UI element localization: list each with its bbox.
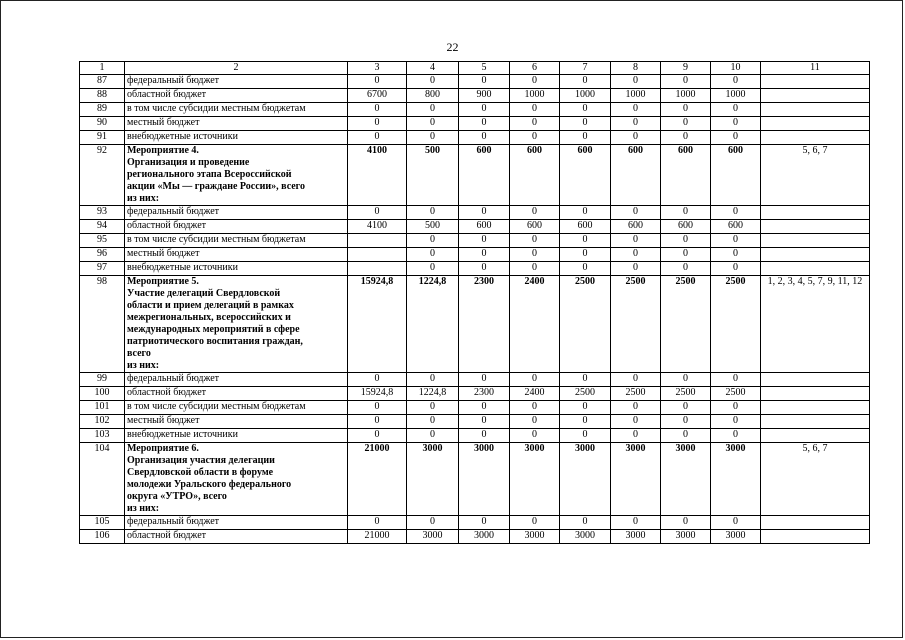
row-name-cell xyxy=(125,145,348,206)
header-cell: 9 xyxy=(661,62,711,75)
value-cell: 600 xyxy=(661,145,711,206)
value-cell: 15924,8 xyxy=(348,276,407,373)
value-cell: 0 xyxy=(661,206,711,220)
row-number-cell: 95 xyxy=(80,234,125,248)
row-name-line: всего xyxy=(127,348,151,359)
value-cell: 3000 xyxy=(711,443,761,516)
header-cell: 5 xyxy=(459,62,510,75)
value-cell: 0 xyxy=(611,248,661,262)
target-cell xyxy=(761,206,870,220)
row-name-line: областной бюджет xyxy=(127,387,207,398)
target-cell: 1, 2, 3, 4, 5, 7, 9, 11, 12 xyxy=(761,276,870,373)
value-cell: 0 xyxy=(407,401,459,415)
value-cell: 600 xyxy=(459,220,510,234)
row-name-line: областной бюджет xyxy=(127,530,207,541)
value-cell: 0 xyxy=(560,516,611,530)
row-number-cell: 106 xyxy=(80,530,125,544)
budget-table xyxy=(79,61,870,544)
value-cell: 0 xyxy=(407,429,459,443)
value-cell: 0 xyxy=(611,234,661,248)
target-cell xyxy=(761,530,870,544)
row-name-cell xyxy=(125,248,348,262)
value-cell: 1000 xyxy=(560,89,611,103)
value-cell: 0 xyxy=(510,131,560,145)
row-number-cell: 94 xyxy=(80,220,125,234)
row-name-line: внебюджетные источники xyxy=(127,429,238,440)
row-number-cell: 102 xyxy=(80,415,125,429)
value-cell: 0 xyxy=(348,429,407,443)
value-cell: 2500 xyxy=(661,387,711,401)
value-cell: 21000 xyxy=(348,443,407,516)
row-name-cell xyxy=(125,387,348,401)
value-cell: 600 xyxy=(661,220,711,234)
row-name-line: федеральный бюджет xyxy=(127,206,220,217)
value-cell: 600 xyxy=(711,220,761,234)
row-name-line: патриотического воспитания граждан, xyxy=(127,336,303,347)
header-cell: 11 xyxy=(761,62,870,75)
value-cell: 600 xyxy=(560,220,611,234)
value-cell: 1000 xyxy=(711,89,761,103)
value-cell: 0 xyxy=(711,415,761,429)
value-cell: 0 xyxy=(661,234,711,248)
value-cell: 2500 xyxy=(611,276,661,373)
value-cell: 4100 xyxy=(348,145,407,206)
row-name-cell xyxy=(125,415,348,429)
value-cell: 3000 xyxy=(407,443,459,516)
target-cell xyxy=(761,220,870,234)
row-name-line: из них: xyxy=(127,503,160,514)
table-row xyxy=(80,530,870,544)
row-name-line: Мероприятие 4. xyxy=(127,145,199,156)
value-cell: 0 xyxy=(661,131,711,145)
value-cell: 3000 xyxy=(560,530,611,544)
header-cell: 4 xyxy=(407,62,459,75)
value-cell: 3000 xyxy=(459,530,510,544)
row-name-cell xyxy=(125,401,348,415)
table-row xyxy=(80,443,870,516)
row-name-line: областной бюджет xyxy=(127,220,207,231)
value-cell: 2500 xyxy=(560,387,611,401)
table-header-row xyxy=(80,62,870,75)
row-name-cell xyxy=(125,443,348,516)
target-cell xyxy=(761,117,870,131)
row-name-line: местный бюджет xyxy=(127,117,200,128)
row-name-line: внебюджетные источники xyxy=(127,131,238,142)
row-name-cell xyxy=(125,131,348,145)
value-cell: 0 xyxy=(348,206,407,220)
value-cell: 0 xyxy=(661,415,711,429)
value-cell: 0 xyxy=(560,373,611,387)
header-cell: 8 xyxy=(611,62,661,75)
value-cell: 0 xyxy=(510,401,560,415)
row-number-cell: 87 xyxy=(80,75,125,89)
table-row xyxy=(80,401,870,415)
value-cell: 0 xyxy=(348,103,407,117)
target-cell xyxy=(761,516,870,530)
value-cell: 2500 xyxy=(661,276,711,373)
table-row xyxy=(80,131,870,145)
row-number-cell: 99 xyxy=(80,373,125,387)
value-cell: 600 xyxy=(459,145,510,206)
row-name-cell xyxy=(125,429,348,443)
row-number-cell: 101 xyxy=(80,401,125,415)
row-name-line: межрегиональных, всероссийских и xyxy=(127,312,291,323)
header-cell: 7 xyxy=(560,62,611,75)
row-name-line: области и прием делегаций в рамках xyxy=(127,300,294,311)
row-name-line: из них: xyxy=(127,360,160,371)
value-cell: 0 xyxy=(560,131,611,145)
value-cell: 15924,8 xyxy=(348,387,407,401)
value-cell: 500 xyxy=(407,220,459,234)
value-cell: 6700 xyxy=(348,89,407,103)
value-cell: 1224,8 xyxy=(407,276,459,373)
value-cell: 1000 xyxy=(661,89,711,103)
value-cell: 1224,8 xyxy=(407,387,459,401)
value-cell: 0 xyxy=(661,262,711,276)
row-number-cell: 90 xyxy=(80,117,125,131)
value-cell: 0 xyxy=(611,373,661,387)
table-row xyxy=(80,103,870,117)
value-cell xyxy=(348,234,407,248)
value-cell: 0 xyxy=(711,103,761,117)
value-cell: 0 xyxy=(661,75,711,89)
value-cell: 0 xyxy=(560,262,611,276)
header-cell: 1 xyxy=(80,62,125,75)
row-number-cell: 105 xyxy=(80,516,125,530)
value-cell: 3000 xyxy=(611,443,661,516)
value-cell: 0 xyxy=(407,415,459,429)
value-cell: 3000 xyxy=(661,530,711,544)
table-row xyxy=(80,234,870,248)
target-cell xyxy=(761,234,870,248)
value-cell: 0 xyxy=(348,415,407,429)
value-cell: 3000 xyxy=(711,530,761,544)
value-cell: 0 xyxy=(711,401,761,415)
target-cell: 5, 6, 7 xyxy=(761,443,870,516)
value-cell: 0 xyxy=(407,262,459,276)
value-cell: 0 xyxy=(407,373,459,387)
value-cell: 800 xyxy=(407,89,459,103)
value-cell: 500 xyxy=(407,145,459,206)
row-name-cell xyxy=(125,206,348,220)
value-cell: 0 xyxy=(348,117,407,131)
row-number-cell: 88 xyxy=(80,89,125,103)
table-row xyxy=(80,387,870,401)
value-cell: 0 xyxy=(711,248,761,262)
row-name-line: местный бюджет xyxy=(127,415,200,426)
row-name-line: акции «Мы — граждане России», всего xyxy=(127,181,305,192)
target-cell xyxy=(761,75,870,89)
table-row xyxy=(80,415,870,429)
row-name-line: Участие делегаций Свердловской xyxy=(127,288,281,299)
row-number-cell: 92 xyxy=(80,145,125,206)
value-cell: 0 xyxy=(459,131,510,145)
value-cell: 0 xyxy=(611,206,661,220)
value-cell: 0 xyxy=(560,415,611,429)
value-cell: 3000 xyxy=(510,530,560,544)
header-cell: 3 xyxy=(348,62,407,75)
row-name-line: из них: xyxy=(127,193,160,204)
value-cell: 0 xyxy=(407,206,459,220)
header-cell: 2 xyxy=(125,62,348,75)
target-cell xyxy=(761,415,870,429)
value-cell: 0 xyxy=(510,117,560,131)
value-cell: 0 xyxy=(459,429,510,443)
value-cell: 0 xyxy=(661,117,711,131)
header-cell: 6 xyxy=(510,62,560,75)
row-name-cell xyxy=(125,262,348,276)
row-name-line: Организация и проведение xyxy=(127,157,250,168)
value-cell: 0 xyxy=(459,206,510,220)
value-cell: 0 xyxy=(407,75,459,89)
value-cell: 0 xyxy=(510,248,560,262)
row-name-cell xyxy=(125,75,348,89)
header-cell: 10 xyxy=(711,62,761,75)
value-cell: 0 xyxy=(560,248,611,262)
value-cell: 0 xyxy=(510,262,560,276)
row-number-cell: 96 xyxy=(80,248,125,262)
value-cell: 0 xyxy=(611,415,661,429)
row-name-line: местный бюджет xyxy=(127,248,200,259)
value-cell: 2500 xyxy=(711,276,761,373)
table-row xyxy=(80,220,870,234)
value-cell: 0 xyxy=(407,248,459,262)
value-cell: 0 xyxy=(510,206,560,220)
value-cell: 0 xyxy=(611,103,661,117)
value-cell: 0 xyxy=(459,103,510,117)
row-number-cell: 89 xyxy=(80,103,125,117)
value-cell: 0 xyxy=(560,103,611,117)
value-cell: 0 xyxy=(459,262,510,276)
row-number-cell: 100 xyxy=(80,387,125,401)
row-number-cell: 103 xyxy=(80,429,125,443)
target-cell xyxy=(761,89,870,103)
target-cell xyxy=(761,387,870,401)
target-cell xyxy=(761,429,870,443)
value-cell: 0 xyxy=(711,373,761,387)
row-name-cell xyxy=(125,530,348,544)
value-cell: 3000 xyxy=(611,530,661,544)
target-cell xyxy=(761,248,870,262)
row-name-line: федеральный бюджет xyxy=(127,373,220,384)
value-cell: 0 xyxy=(510,415,560,429)
table-row xyxy=(80,373,870,387)
value-cell: 0 xyxy=(348,516,407,530)
value-cell: 3000 xyxy=(459,443,510,516)
value-cell: 3000 xyxy=(407,530,459,544)
row-number-cell: 104 xyxy=(80,443,125,516)
value-cell: 0 xyxy=(510,373,560,387)
row-name-line: округа «УТРО», всего xyxy=(127,491,227,502)
value-cell: 21000 xyxy=(348,530,407,544)
value-cell: 0 xyxy=(611,75,661,89)
row-name-line: регионального этапа Всероссийской xyxy=(127,169,292,180)
value-cell: 0 xyxy=(711,131,761,145)
row-name-line: Мероприятие 6. xyxy=(127,443,199,454)
row-name-line: молодежи Уральского федерального xyxy=(127,479,292,490)
value-cell: 0 xyxy=(407,103,459,117)
value-cell: 0 xyxy=(611,262,661,276)
value-cell: 0 xyxy=(611,429,661,443)
table-row xyxy=(80,248,870,262)
row-name-cell xyxy=(125,516,348,530)
value-cell: 3000 xyxy=(510,443,560,516)
value-cell: 0 xyxy=(560,75,611,89)
value-cell: 0 xyxy=(459,117,510,131)
row-name-line: Мероприятие 5. xyxy=(127,276,199,287)
value-cell: 0 xyxy=(560,401,611,415)
table-row xyxy=(80,117,870,131)
value-cell: 1000 xyxy=(510,89,560,103)
value-cell: 0 xyxy=(711,516,761,530)
value-cell: 0 xyxy=(348,373,407,387)
value-cell: 0 xyxy=(560,117,611,131)
value-cell: 0 xyxy=(661,429,711,443)
value-cell: 4100 xyxy=(348,220,407,234)
value-cell: 0 xyxy=(459,415,510,429)
value-cell: 0 xyxy=(510,75,560,89)
value-cell: 600 xyxy=(711,145,761,206)
row-name-line: федеральный бюджет xyxy=(127,75,220,86)
value-cell xyxy=(348,262,407,276)
table-row xyxy=(80,516,870,530)
row-name-line: Свердловской области в форуме xyxy=(127,467,274,478)
value-cell: 0 xyxy=(510,103,560,117)
value-cell: 1000 xyxy=(611,89,661,103)
value-cell: 600 xyxy=(560,145,611,206)
value-cell: 0 xyxy=(510,429,560,443)
value-cell: 2300 xyxy=(459,276,510,373)
row-name-line: областной бюджет xyxy=(127,89,207,100)
value-cell: 2300 xyxy=(459,387,510,401)
row-name-line: федеральный бюджет xyxy=(127,516,220,527)
value-cell: 0 xyxy=(661,401,711,415)
value-cell: 2400 xyxy=(510,387,560,401)
table-row xyxy=(80,262,870,276)
row-name-line: в том числе субсидии местным бюджетам xyxy=(127,234,306,245)
row-name-line: в том числе субсидии местным бюджетам xyxy=(127,401,306,412)
value-cell: 0 xyxy=(611,516,661,530)
value-cell: 0 xyxy=(407,234,459,248)
value-cell: 0 xyxy=(459,373,510,387)
value-cell: 0 xyxy=(407,131,459,145)
row-name-line: в том числе субсидии местным бюджетам xyxy=(127,103,306,114)
value-cell: 0 xyxy=(711,117,761,131)
row-name-line: международных мероприятий в сфере xyxy=(127,324,300,335)
value-cell: 900 xyxy=(459,89,510,103)
value-cell: 0 xyxy=(348,131,407,145)
value-cell: 0 xyxy=(661,248,711,262)
row-name-line: внебюджетные источники xyxy=(127,262,238,273)
value-cell: 0 xyxy=(348,401,407,415)
target-cell xyxy=(761,103,870,117)
value-cell: 0 xyxy=(459,234,510,248)
value-cell: 0 xyxy=(611,131,661,145)
value-cell xyxy=(348,248,407,262)
value-cell: 0 xyxy=(711,429,761,443)
table-row xyxy=(80,75,870,89)
row-name-cell xyxy=(125,117,348,131)
row-name-cell xyxy=(125,89,348,103)
value-cell: 0 xyxy=(611,401,661,415)
value-cell: 3000 xyxy=(560,443,611,516)
value-cell: 600 xyxy=(611,220,661,234)
row-name-cell xyxy=(125,276,348,373)
value-cell: 0 xyxy=(711,206,761,220)
row-number-cell: 98 xyxy=(80,276,125,373)
value-cell: 0 xyxy=(459,248,510,262)
value-cell: 0 xyxy=(459,516,510,530)
value-cell: 600 xyxy=(510,220,560,234)
page-number: 22 xyxy=(446,40,459,54)
row-name-cell xyxy=(125,220,348,234)
value-cell: 0 xyxy=(459,401,510,415)
row-number-cell: 97 xyxy=(80,262,125,276)
row-name-line: Организация участия делегации xyxy=(127,455,275,466)
value-cell: 600 xyxy=(611,145,661,206)
target-cell xyxy=(761,131,870,145)
value-cell: 0 xyxy=(711,262,761,276)
target-cell: 5, 6, 7 xyxy=(761,145,870,206)
row-number-cell: 91 xyxy=(80,131,125,145)
value-cell: 2500 xyxy=(611,387,661,401)
value-cell: 0 xyxy=(560,429,611,443)
value-cell: 0 xyxy=(661,516,711,530)
value-cell: 0 xyxy=(711,234,761,248)
value-cell: 0 xyxy=(407,516,459,530)
table-row xyxy=(80,429,870,443)
target-cell xyxy=(761,401,870,415)
value-cell: 0 xyxy=(459,75,510,89)
row-name-cell xyxy=(125,373,348,387)
value-cell: 2500 xyxy=(560,276,611,373)
target-cell xyxy=(761,262,870,276)
value-cell: 0 xyxy=(560,234,611,248)
value-cell: 2500 xyxy=(711,387,761,401)
row-name-cell xyxy=(125,234,348,248)
target-cell xyxy=(761,373,870,387)
value-cell: 0 xyxy=(407,117,459,131)
value-cell: 600 xyxy=(510,145,560,206)
table-row xyxy=(80,145,870,206)
value-cell: 2400 xyxy=(510,276,560,373)
row-name-cell xyxy=(125,103,348,117)
value-cell: 0 xyxy=(510,234,560,248)
value-cell: 0 xyxy=(661,103,711,117)
row-number-cell: 93 xyxy=(80,206,125,220)
value-cell: 3000 xyxy=(661,443,711,516)
table-row xyxy=(80,206,870,220)
value-cell: 0 xyxy=(661,373,711,387)
value-cell: 0 xyxy=(560,206,611,220)
value-cell: 0 xyxy=(348,75,407,89)
value-cell: 0 xyxy=(711,75,761,89)
value-cell: 0 xyxy=(510,516,560,530)
table-row xyxy=(80,276,870,373)
table-row xyxy=(80,89,870,103)
value-cell: 0 xyxy=(611,117,661,131)
